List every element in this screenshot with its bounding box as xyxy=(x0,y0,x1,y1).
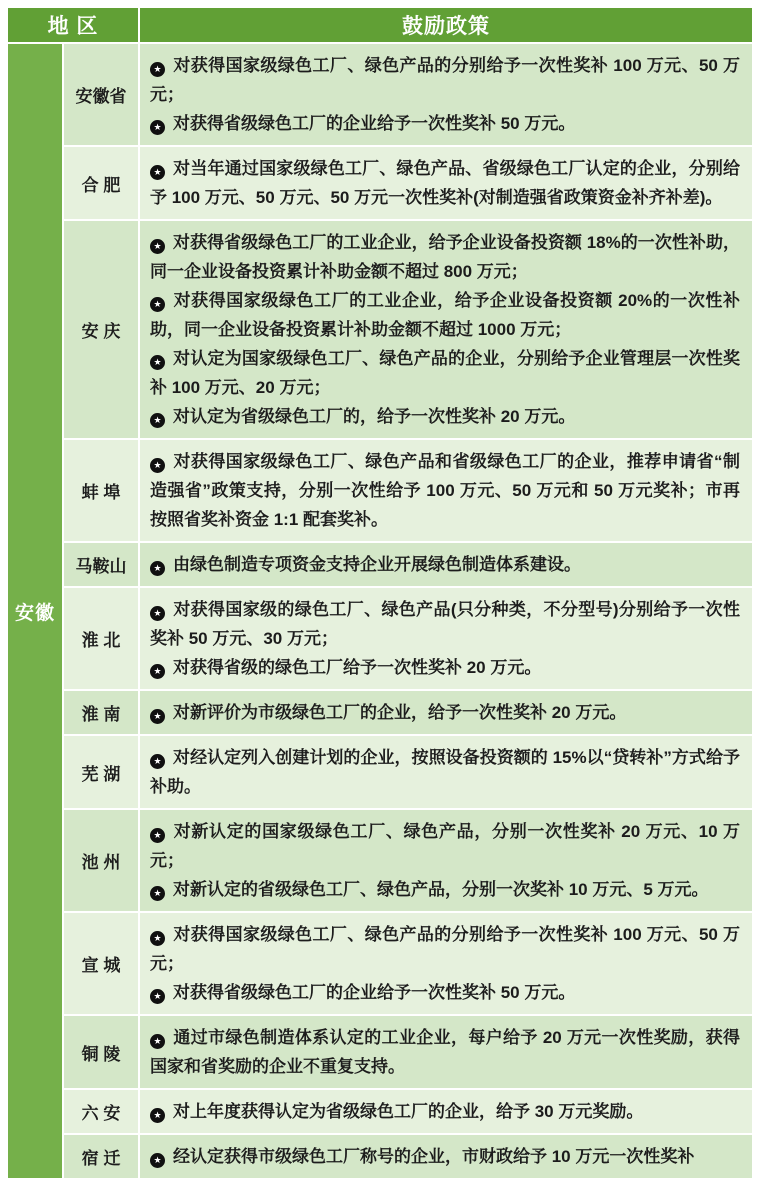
star-bullet-icon: ★ xyxy=(150,606,165,621)
city-cell: 淮 南 xyxy=(64,691,138,734)
city-cell: 安徽省 xyxy=(64,44,138,145)
column-header-region: 地 区 xyxy=(8,8,138,42)
city-cell: 安 庆 xyxy=(64,221,138,438)
star-bullet-icon: ★ xyxy=(150,355,165,370)
city-cell: 铜 陵 xyxy=(64,1016,138,1088)
policy-item xyxy=(150,286,740,344)
policy-item xyxy=(150,154,740,212)
policy-item xyxy=(150,402,740,431)
star-bullet-icon: ★ xyxy=(150,239,165,254)
policy-item xyxy=(150,817,740,875)
star-bullet-icon: ★ xyxy=(150,886,165,901)
star-bullet-icon: ★ xyxy=(150,62,165,77)
city-cell: 淮 北 xyxy=(64,588,138,689)
star-bullet-icon: ★ xyxy=(150,931,165,946)
star-bullet-icon: ★ xyxy=(150,1153,165,1168)
policy-item xyxy=(150,978,740,1007)
policy-item xyxy=(150,550,740,579)
policy-cell xyxy=(140,588,752,689)
policy-cell xyxy=(140,147,752,219)
policy-cell xyxy=(140,913,752,1014)
policy-item-text: 对新评价为市级绿色工厂的企业，给予一次性奖补 20 万元。 xyxy=(173,703,627,722)
policy-item-text: 对获得国家级绿色工厂的工业企业，给予企业设备投资额 20%的一次性补助，同一企业设备投资累计补助金额不超过 1000 万元； xyxy=(150,291,740,339)
policy-item xyxy=(150,447,740,534)
policy-item-text: 对获得省级绿色工厂的企业给予一次性奖补 50 万元。 xyxy=(173,983,576,1002)
policy-cell xyxy=(140,221,752,438)
policy-cell xyxy=(140,736,752,808)
star-bullet-icon: ★ xyxy=(150,120,165,135)
star-bullet-icon: ★ xyxy=(150,1034,165,1049)
policy-cell xyxy=(140,1016,752,1088)
city-cell: 池 州 xyxy=(64,810,138,911)
star-bullet-icon: ★ xyxy=(150,664,165,679)
policy-item-text: 对获得省级绿色工厂的工业企业，给予企业设备投资额 18%的一次性补助，同一企业设备投资累计补助金额不超过 800 万元； xyxy=(150,233,740,281)
policy-cell xyxy=(140,440,752,541)
incentive-policy-table xyxy=(8,8,752,1178)
policy-item-text: 通过市绿色制造体系认定的工业企业，每户给予 20 万元一次性奖励，获得国家和省奖励的企业不重复支持。 xyxy=(150,1028,740,1076)
column-header-policy: 鼓励政策 xyxy=(140,8,752,42)
city-cell: 宣 城 xyxy=(64,913,138,1014)
policy-item xyxy=(150,1097,740,1126)
policy-item xyxy=(150,743,740,801)
policy-cell xyxy=(140,691,752,734)
policy-item xyxy=(150,1023,740,1081)
policy-item-text: 经认定获得市级绿色工厂称号的企业，市财政给予 10 万元一次性奖补 xyxy=(173,1147,695,1166)
star-bullet-icon: ★ xyxy=(150,561,165,576)
city-cell: 宿 迁 xyxy=(64,1135,138,1178)
policy-item xyxy=(150,228,740,286)
policy-item xyxy=(150,698,740,727)
star-bullet-icon: ★ xyxy=(150,413,165,428)
policy-item-text: 对获得省级绿色工厂的企业给予一次性奖补 50 万元。 xyxy=(173,114,576,133)
policy-item xyxy=(150,920,740,978)
star-bullet-icon: ★ xyxy=(150,297,165,312)
city-cell: 马鞍山 xyxy=(64,543,138,586)
policy-item-text: 对认定为省级绿色工厂的，给予一次性奖补 20 万元。 xyxy=(173,407,576,426)
policy-item-text: 由绿色制造专项资金支持企业开展绿色制造体系建设。 xyxy=(173,555,581,574)
policy-item-text: 对经认定列入创建计划的企业，按照设备投资额的 15%以“贷转补”方式给予补助。 xyxy=(150,748,740,796)
star-bullet-icon: ★ xyxy=(150,754,165,769)
policy-cell xyxy=(140,44,752,145)
city-cell: 芜 湖 xyxy=(64,736,138,808)
city-cell: 合 肥 xyxy=(64,147,138,219)
star-bullet-icon: ★ xyxy=(150,1108,165,1123)
policy-item xyxy=(150,109,740,138)
policy-item-text: 对获得国家级绿色工厂、绿色产品的分别给予一次性奖补 100 万元、50 万元； xyxy=(150,56,740,104)
star-bullet-icon: ★ xyxy=(150,989,165,1004)
city-cell: 蚌 埠 xyxy=(64,440,138,541)
star-bullet-icon: ★ xyxy=(150,165,165,180)
policy-cell xyxy=(140,543,752,586)
star-bullet-icon: ★ xyxy=(150,828,165,843)
policy-item-text: 对获得省级的绿色工厂给予一次性奖补 20 万元。 xyxy=(173,658,542,677)
policy-item-text: 对新认定的省级绿色工厂、绿色产品，分别一次奖补 10 万元、5 万元。 xyxy=(173,880,709,899)
policy-item-text: 对获得国家级绿色工厂、绿色产品和省级绿色工厂的企业，推荐申请省“制造强省”政策支持，分别一次性给予 100 万元、50 万元和 50 万元奖补；市再按照省奖补资金 1:1 配套奖补。 xyxy=(150,452,740,529)
policy-item-text: 对认定为国家级绿色工厂、绿色产品的企业，分别给予企业管理层一次性奖补 100 万元、20 万元； xyxy=(150,349,740,397)
policy-cell xyxy=(140,1090,752,1133)
policy-item-text: 对新认定的国家级绿色工厂、绿色产品，分别一次性奖补 20 万元、10 万元； xyxy=(150,822,740,870)
policy-item-text: 对当年通过国家级绿色工厂、绿色产品、省级绿色工厂认定的企业，分别给予 100 万元、50 万元、50 万元一次性奖补(对制造强省政策资金补齐补差)。 xyxy=(150,159,740,207)
policy-item-text: 对上年度获得认定为省级绿色工厂的企业，给予 30 万元奖励。 xyxy=(173,1102,644,1121)
policy-item-text: 对获得国家级的绿色工厂、绿色产品(只分种类，不分型号)分别给予一次性奖补 50 万元、30 万元； xyxy=(150,600,740,648)
policy-item xyxy=(150,344,740,402)
star-bullet-icon: ★ xyxy=(150,458,165,473)
policy-cell xyxy=(140,1135,752,1178)
city-cell: 六 安 xyxy=(64,1090,138,1133)
policy-item xyxy=(150,1142,740,1171)
policy-item-text: 对获得国家级绿色工厂、绿色产品的分别给予一次性奖补 100 万元、50 万元； xyxy=(150,925,740,973)
star-bullet-icon: ★ xyxy=(150,709,165,724)
policy-cell xyxy=(140,810,752,911)
policy-item xyxy=(150,875,740,904)
policy-item xyxy=(150,653,740,682)
province-cell: 安徽 xyxy=(8,44,62,1178)
policy-item xyxy=(150,51,740,109)
policy-item xyxy=(150,595,740,653)
